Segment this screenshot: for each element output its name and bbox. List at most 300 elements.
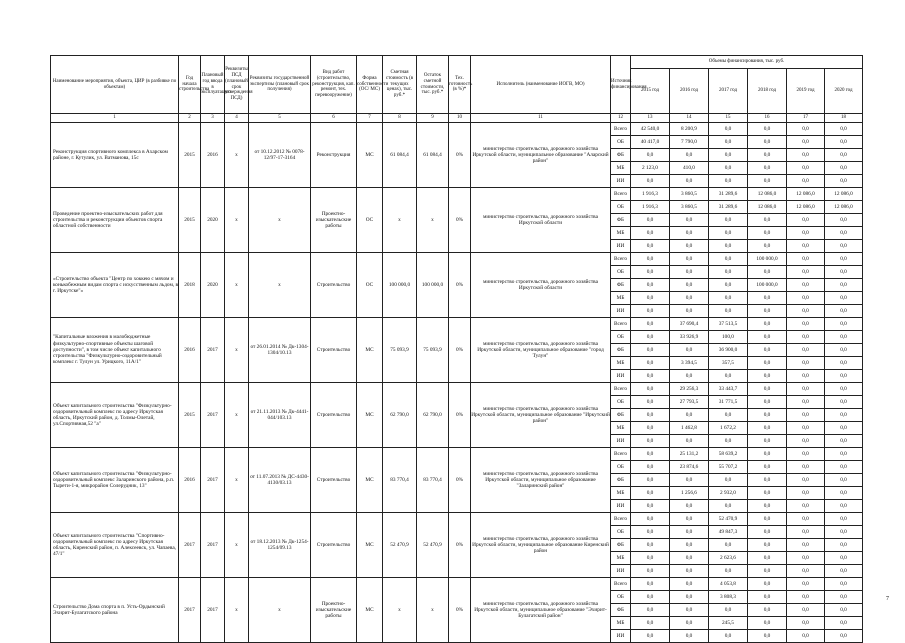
- column-number: 9: [417, 114, 449, 123]
- funding-amount: 0,0: [787, 409, 825, 422]
- funding-table: [50, 55, 863, 643]
- start-year: 2016: [179, 448, 201, 513]
- funding-source: ОБ: [611, 526, 631, 539]
- funding-amount: 0,0: [670, 253, 709, 266]
- column-number: 7: [357, 114, 383, 123]
- funding-amount: 0,0: [825, 214, 863, 227]
- funding-amount: 0,0: [787, 305, 825, 318]
- funding-amount: 0,0: [748, 149, 787, 162]
- funding-amount: 0,0: [670, 513, 709, 526]
- funding-source: Всего: [611, 383, 631, 396]
- psd-details: x: [225, 448, 249, 513]
- table-row: [51, 513, 863, 526]
- funding-amount: 0,0: [748, 292, 787, 305]
- column-number: 6: [311, 114, 357, 123]
- end-year: 2017: [201, 513, 225, 578]
- funding-amount: 0,0: [787, 526, 825, 539]
- funding-amount: 0,0: [787, 617, 825, 630]
- funding-amount: 0,0: [709, 266, 748, 279]
- funding-amount: 0,0: [748, 370, 787, 383]
- column-number: 14: [670, 114, 709, 123]
- remaining-cost: 61 084,4: [417, 123, 449, 188]
- funding-amount: 0,0: [709, 253, 748, 266]
- funding-amount: 0,0: [748, 383, 787, 396]
- executor: министерство строительства, дорожного хозяйства Иркутской области: [471, 188, 611, 253]
- funding-amount: 0,0: [787, 513, 825, 526]
- funding-amount: 410,0: [670, 162, 709, 175]
- funding-source: МБ: [611, 357, 631, 370]
- work-type: Реконструкция: [311, 123, 357, 188]
- column-number: 2: [179, 114, 201, 123]
- ownership: ОС: [357, 188, 383, 253]
- funding-amount: 27 793,5: [670, 396, 709, 409]
- funding-amount: 0,0: [631, 474, 670, 487]
- table-row: [51, 578, 863, 591]
- end-year: 2017: [201, 578, 225, 643]
- funding-amount: 0,0: [709, 630, 748, 643]
- funding-amount: 0,0: [709, 370, 748, 383]
- funding-amount: 0,0: [787, 396, 825, 409]
- end-year: 2020: [201, 188, 225, 253]
- executor: министерство строительства, дорожного хозяйства Иркутской области, муниципальное образование "Иркутский район": [471, 383, 611, 448]
- funding-amount: 0,0: [787, 487, 825, 500]
- executor: министерство строительства, дорожного хозяйства Иркутской области, муниципальное образование Киренский район: [471, 513, 611, 578]
- funding-amount: 0,0: [670, 604, 709, 617]
- readiness: 0%: [449, 188, 471, 253]
- funding-amount: 0,0: [670, 370, 709, 383]
- funding-amount: 0,0: [748, 565, 787, 578]
- funding-source: ФБ: [611, 474, 631, 487]
- header-remaining-cost: Остаток сметной стоимости, тыс. руб.*: [417, 56, 449, 114]
- start-year: 2017: [179, 513, 201, 578]
- funding-amount: 40 417,0: [631, 136, 670, 149]
- header-ownership: Форма собственности (ОС/ МС): [357, 56, 383, 114]
- funding-source: ИИ: [611, 370, 631, 383]
- funding-amount: 0,0: [825, 279, 863, 292]
- funding-source: Всего: [611, 578, 631, 591]
- psd-details: x: [225, 383, 249, 448]
- funding-source: ФБ: [611, 344, 631, 357]
- funding-amount: 0,0: [825, 565, 863, 578]
- funding-source: ИИ: [611, 305, 631, 318]
- column-number: 18: [825, 114, 863, 123]
- funding-amount: 0,0: [825, 266, 863, 279]
- funding-source: МБ: [611, 487, 631, 500]
- estimated-cost: 52 470,9: [383, 513, 417, 578]
- funding-amount: 0,0: [825, 253, 863, 266]
- funding-source: Всего: [611, 123, 631, 136]
- funding-amount: 0,0: [631, 292, 670, 305]
- expertise-details: x: [249, 578, 311, 643]
- funding-amount: 37 513,5: [709, 318, 748, 331]
- funding-amount: 0,0: [748, 409, 787, 422]
- funding-amount: 0,0: [709, 149, 748, 162]
- funding-amount: 0,0: [825, 123, 863, 136]
- funding-amount: 0,0: [631, 552, 670, 565]
- work-type: Строительство: [311, 318, 357, 383]
- table-row: [51, 123, 863, 136]
- funding-amount: 0,0: [825, 422, 863, 435]
- executor: министерство строительства, дорожного хозяйства Иркутской области, муниципальное образование "Аларский район": [471, 123, 611, 188]
- funding-amount: 0,0: [787, 149, 825, 162]
- funding-amount: 0,0: [670, 435, 709, 448]
- funding-amount: 12 086,0: [748, 188, 787, 201]
- funding-amount: 0,0: [748, 578, 787, 591]
- funding-amount: 0,0: [748, 604, 787, 617]
- funding-amount: 3 808,3: [709, 591, 748, 604]
- funding-amount: 0,0: [748, 175, 787, 188]
- expertise-details: x: [249, 253, 311, 318]
- column-number: 5: [249, 114, 311, 123]
- funding-amount: 0,0: [631, 461, 670, 474]
- funding-amount: 0,0: [670, 227, 709, 240]
- funding-amount: 0,0: [825, 331, 863, 344]
- funding-amount: 0,0: [631, 487, 670, 500]
- funding-amount: 0,0: [825, 357, 863, 370]
- funding-amount: 0,0: [787, 266, 825, 279]
- funding-amount: 0,0: [787, 565, 825, 578]
- column-number: 13: [631, 114, 670, 123]
- funding-amount: 0,0: [825, 500, 863, 513]
- readiness: 0%: [449, 253, 471, 318]
- readiness: 0%: [449, 448, 471, 513]
- funding-amount: 0,0: [748, 448, 787, 461]
- column-number: 4: [225, 114, 249, 123]
- psd-details: x: [225, 188, 249, 253]
- funding-amount: 0,0: [787, 578, 825, 591]
- funding-amount: 0,0: [709, 175, 748, 188]
- funding-amount: 29 256,3: [670, 383, 709, 396]
- object-name: Объект капитального строительства "Физкультурно-оздоровительный комплекс Заларинского района, р.п. Тырети-1-я, микрорайон Солерудник, 13": [51, 448, 179, 513]
- object-name: Проведение проектно-изыскательских работ для строительства и реконструкции объектов спорта областной собственности: [51, 188, 179, 253]
- funding-amount: 0,0: [670, 279, 709, 292]
- funding-amount: 0,0: [748, 123, 787, 136]
- funding-amount: 0,0: [709, 136, 748, 149]
- funding-amount: 0,0: [748, 487, 787, 500]
- funding-amount: 100,0: [709, 331, 748, 344]
- funding-source: ИИ: [611, 630, 631, 643]
- funding-source: МБ: [611, 552, 631, 565]
- funding-amount: 0,0: [825, 604, 863, 617]
- readiness: 0%: [449, 513, 471, 578]
- funding-amount: 0,0: [748, 162, 787, 175]
- funding-amount: 0,0: [631, 266, 670, 279]
- readiness: 0%: [449, 383, 471, 448]
- funding-amount: 0,0: [709, 240, 748, 253]
- funding-amount: 0,0: [748, 617, 787, 630]
- funding-amount: 0,0: [631, 331, 670, 344]
- funding-amount: 0,0: [631, 422, 670, 435]
- funding-amount: 0,0: [631, 370, 670, 383]
- end-year: 2017: [201, 448, 225, 513]
- column-number: 17: [787, 114, 825, 123]
- remaining-cost: 62 790,0: [417, 383, 449, 448]
- funding-amount: 0,0: [748, 552, 787, 565]
- funding-amount: 12 086,0: [787, 201, 825, 214]
- funding-amount: 0,0: [631, 578, 670, 591]
- start-year: 2015: [179, 188, 201, 253]
- funding-amount: 0,0: [631, 500, 670, 513]
- funding-amount: 0,0: [748, 227, 787, 240]
- ownership: ОС: [357, 253, 383, 318]
- funding-amount: 0,0: [787, 461, 825, 474]
- funding-amount: 0,0: [631, 214, 670, 227]
- funding-amount: 1 256,6: [670, 487, 709, 500]
- funding-amount: 0,0: [670, 175, 709, 188]
- header-year: 2015 год: [631, 69, 670, 114]
- funding-amount: 33 443,7: [709, 383, 748, 396]
- funding-amount: 0,0: [787, 552, 825, 565]
- end-year: 2017: [201, 383, 225, 448]
- funding-amount: 0,0: [670, 305, 709, 318]
- table-body: [51, 123, 863, 643]
- header-readiness: Тех. готовность (в %)*: [449, 56, 471, 114]
- funding-amount: 0,0: [709, 539, 748, 552]
- funding-source: ИИ: [611, 435, 631, 448]
- end-year: 2017: [201, 318, 225, 383]
- funding-amount: 0,0: [631, 344, 670, 357]
- funding-amount: 0,0: [787, 123, 825, 136]
- funding-amount: 0,0: [825, 292, 863, 305]
- funding-amount: 0,0: [825, 227, 863, 240]
- funding-amount: 0,0: [748, 474, 787, 487]
- column-number: 16: [748, 114, 787, 123]
- funding-amount: 0,0: [825, 474, 863, 487]
- funding-amount: 0,0: [670, 240, 709, 253]
- funding-amount: 0,0: [787, 448, 825, 461]
- funding-source: ФБ: [611, 279, 631, 292]
- funding-amount: 0,0: [825, 513, 863, 526]
- funding-amount: 0,0: [787, 630, 825, 643]
- funding-amount: 4 053,8: [709, 578, 748, 591]
- header-year: 2018 год: [748, 69, 787, 114]
- column-numbers-row: [51, 114, 863, 123]
- funding-amount: 0,0: [670, 617, 709, 630]
- funding-amount: 55 707,2: [709, 461, 748, 474]
- header-psd: Реквизиты ПСД (плановый срок утверждения ПСД): [225, 56, 249, 114]
- psd-details: x: [225, 318, 249, 383]
- funding-amount: 33 926,9: [670, 331, 709, 344]
- funding-amount: 0,0: [787, 331, 825, 344]
- ownership: МС: [357, 123, 383, 188]
- funding-amount: 0,0: [631, 318, 670, 331]
- work-type: Строительство: [311, 513, 357, 578]
- funding-amount: 100 000,0: [748, 279, 787, 292]
- funding-amount: 42 540,0: [631, 123, 670, 136]
- funding-amount: 0,0: [670, 578, 709, 591]
- funding-amount: 0,0: [670, 565, 709, 578]
- funding-amount: 0,0: [631, 591, 670, 604]
- column-number: 10: [449, 114, 471, 123]
- header-year: 2020 год: [825, 69, 863, 114]
- funding-source: Всего: [611, 188, 631, 201]
- funding-amount: 0,0: [787, 344, 825, 357]
- column-number: 1: [51, 114, 179, 123]
- funding-amount: 0,0: [670, 214, 709, 227]
- estimated-cost: 100 000,0: [383, 253, 417, 318]
- table-row: [51, 448, 863, 461]
- funding-amount: 0,0: [787, 214, 825, 227]
- funding-amount: 0,0: [787, 175, 825, 188]
- funding-amount: 0,0: [748, 500, 787, 513]
- funding-amount: 0,0: [825, 552, 863, 565]
- funding-amount: 37 690,4: [670, 318, 709, 331]
- funding-amount: 3 860,5: [670, 188, 709, 201]
- funding-source: Всего: [611, 318, 631, 331]
- funding-amount: 25 131,2: [670, 448, 709, 461]
- funding-amount: 52 470,9: [709, 513, 748, 526]
- funding-amount: 8 200,9: [670, 123, 709, 136]
- funding-source: ИИ: [611, 565, 631, 578]
- funding-amount: 0,0: [631, 617, 670, 630]
- work-type: Строительство: [311, 383, 357, 448]
- funding-amount: 0,0: [670, 474, 709, 487]
- funding-amount: 0,0: [709, 292, 748, 305]
- funding-amount: 0,0: [709, 123, 748, 136]
- estimated-cost: 75 093,9: [383, 318, 417, 383]
- header-year: 2019 год: [787, 69, 825, 114]
- ownership: МС: [357, 513, 383, 578]
- header-name: Наименование мероприятия, объекта, ЦИР (в разбивке по объектам): [51, 56, 179, 114]
- funding-amount: 0,0: [748, 513, 787, 526]
- funding-amount: 0,0: [825, 409, 863, 422]
- funding-amount: 0,0: [748, 435, 787, 448]
- funding-amount: 0,0: [825, 305, 863, 318]
- remaining-cost: 52 470,9: [417, 513, 449, 578]
- funding-amount: 0,0: [748, 318, 787, 331]
- funding-amount: 0,0: [748, 526, 787, 539]
- funding-amount: 0,0: [670, 266, 709, 279]
- estimated-cost: x: [383, 188, 417, 253]
- readiness: 0%: [449, 318, 471, 383]
- funding-amount: 0,0: [631, 526, 670, 539]
- funding-amount: 0,0: [631, 630, 670, 643]
- header-work-type: Вид работ (строительство, реконструкция, кап. ремонт, тех. перевооружение): [311, 56, 357, 114]
- object-name: Реконструкция спортивного комплекса в Ахарском районе, г. Кутулик, ул. Ватманова, 15с: [51, 123, 179, 188]
- funding-amount: 7 790,0: [670, 136, 709, 149]
- funding-amount: 0,0: [670, 630, 709, 643]
- funding-source: Всего: [611, 448, 631, 461]
- funding-amount: 0,0: [709, 279, 748, 292]
- column-number: 3: [201, 114, 225, 123]
- funding-amount: 0,0: [631, 539, 670, 552]
- funding-amount: 49 847,3: [709, 526, 748, 539]
- funding-amount: 0,0: [787, 318, 825, 331]
- column-number: 15: [709, 114, 748, 123]
- expertise-details: от 21.11.2013 № Дк-4441-044/103.13: [249, 383, 311, 448]
- funding-amount: 0,0: [787, 539, 825, 552]
- remaining-cost: x: [417, 188, 449, 253]
- funding-amount: 0,0: [631, 396, 670, 409]
- funding-amount: 245,5: [709, 617, 748, 630]
- funding-amount: 0,0: [825, 370, 863, 383]
- remaining-cost: 75 093,9: [417, 318, 449, 383]
- header-end-year: Плановый год ввода в эксплуатацию: [201, 56, 225, 114]
- funding-amount: 0,0: [748, 136, 787, 149]
- funding-amount: 0,0: [787, 591, 825, 604]
- funding-amount: 0,0: [748, 539, 787, 552]
- funding-amount: 0,0: [825, 383, 863, 396]
- funding-amount: 0,0: [670, 344, 709, 357]
- funding-amount: 0,0: [709, 214, 748, 227]
- remaining-cost: 83 770,4: [417, 448, 449, 513]
- header-executor: Исполнитель (наименование ИОГВ, МО): [471, 56, 611, 114]
- funding-source: ОБ: [611, 396, 631, 409]
- header-start-year: Год начала строительства: [179, 56, 201, 114]
- funding-amount: 0,0: [670, 500, 709, 513]
- funding-amount: 0,0: [631, 565, 670, 578]
- funding-amount: 58 639,2: [709, 448, 748, 461]
- funding-amount: 0,0: [825, 461, 863, 474]
- funding-amount: 0,0: [670, 292, 709, 305]
- funding-amount: 0,0: [709, 435, 748, 448]
- funding-source: ОБ: [611, 136, 631, 149]
- funding-amount: 0,0: [825, 539, 863, 552]
- estimated-cost: 62 790,0: [383, 383, 417, 448]
- funding-amount: 0,0: [748, 344, 787, 357]
- funding-amount: 0,0: [631, 175, 670, 188]
- object-name: Объект капитального строительства "Спортивно-оздоровительный комплекс по адресу Иркутская область, Киренский район, п. Алексеевск, ул. Чапаева, 47/1": [51, 513, 179, 578]
- funding-amount: 1 462,8: [670, 422, 709, 435]
- header-source: Источник финансирования: [611, 56, 631, 114]
- funding-amount: 31 289,6: [709, 201, 748, 214]
- funding-amount: 0,0: [709, 565, 748, 578]
- funding-source: ИИ: [611, 500, 631, 513]
- funding-source: ИИ: [611, 175, 631, 188]
- funding-amount: 0,0: [825, 344, 863, 357]
- object-name: Объект капитального строительства "Физкультурно-оздоровительный комплекс по адресу Иркутская область, Иркутский район, д. Толмы-Олетай, ул.Спортивная,52 "а": [51, 383, 179, 448]
- funding-amount: 0,0: [709, 474, 748, 487]
- funding-amount: 0,0: [631, 357, 670, 370]
- expertise-details: от 26.01.2014 № Дк-1304-1304/10.13: [249, 318, 311, 383]
- funding-amount: 23 874,6: [670, 461, 709, 474]
- funding-amount: 12 086,0: [825, 188, 863, 201]
- funding-amount: 3 860,5: [670, 201, 709, 214]
- funding-amount: 0,0: [670, 526, 709, 539]
- funding-amount: 0,0: [670, 149, 709, 162]
- funding-source: ИИ: [611, 240, 631, 253]
- object-name: «Строительство объекта "Центр по хоккею с мячом и конькобежным видам спорта с искусственным льдом, в г. Иркутске"»: [51, 253, 179, 318]
- table-row: [51, 318, 863, 331]
- start-year: 2016: [179, 318, 201, 383]
- page-number: 7: [886, 596, 889, 602]
- funding-amount: 0,0: [787, 162, 825, 175]
- funding-amount: 0,0: [748, 266, 787, 279]
- table-row: [51, 188, 863, 201]
- start-year: 2018: [179, 253, 201, 318]
- funding-amount: 12 086,0: [748, 201, 787, 214]
- funding-source: ОБ: [611, 331, 631, 344]
- funding-amount: 0,0: [631, 604, 670, 617]
- start-year: 2015: [179, 383, 201, 448]
- funding-amount: 0,0: [748, 331, 787, 344]
- funding-amount: 0,0: [825, 175, 863, 188]
- funding-amount: 0,0: [748, 422, 787, 435]
- funding-amount: 0,0: [748, 630, 787, 643]
- end-year: 2016: [201, 123, 225, 188]
- funding-amount: 2 123,0: [631, 162, 670, 175]
- funding-source: ОБ: [611, 461, 631, 474]
- funding-amount: 0,0: [787, 604, 825, 617]
- funding-amount: 0,0: [748, 214, 787, 227]
- funding-amount: 0,0: [670, 591, 709, 604]
- object-name: "Капитальные вложения в малобюджетные физкультурно-спортивные объекты шаговой доступности", в том числе объект капитального строительства "Физкультурно-оздоровительный комплекс г. Тулун ул. Урицкого, 11А/1": [51, 318, 179, 383]
- funding-amount: 0,0: [709, 162, 748, 175]
- funding-amount: 0,0: [787, 227, 825, 240]
- column-number: 12: [611, 114, 631, 123]
- funding-amount: 0,0: [787, 240, 825, 253]
- object-name: Строительство Дома спорта в п. Усть-Ордынский Эхирит-Булагатского района: [51, 578, 179, 643]
